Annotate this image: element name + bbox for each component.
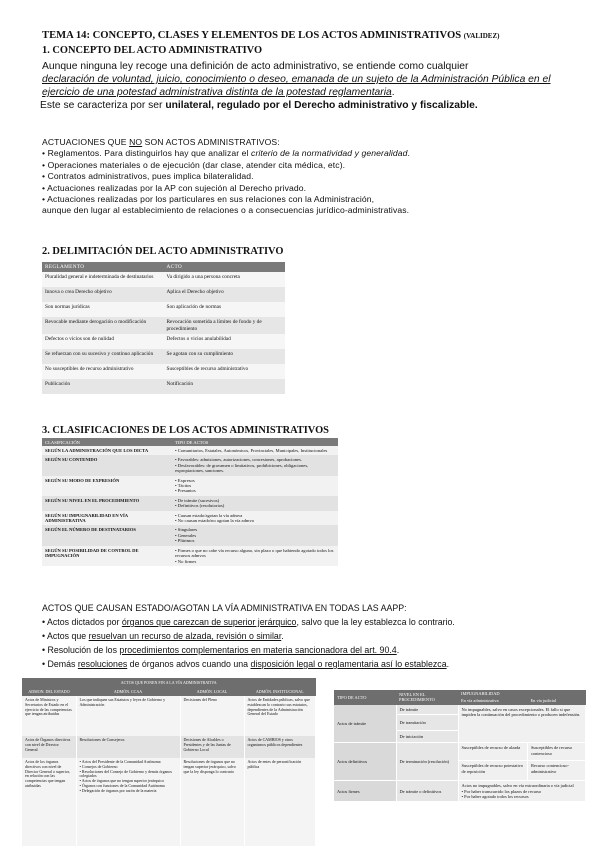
reglamento-cell: Pluralidad general e indeterminada de destinatarios <box>42 272 164 287</box>
table-row: Actos firmes De trámite o definitivos Actos no impugnables, salvo en vía extraordinaria o vía judicial • Por haber transcurrido los plazos de recurso • Por haber agotado todos los recursos <box>334 781 586 802</box>
table-row: Actos de trámite De trámite No impugnables, salvo en casos excepcionales. El fallo si que impiden la continuación del procedimiento o producen indefensión. <box>334 705 586 715</box>
act-types <box>172 525 338 545</box>
not-acts-list <box>42 137 562 217</box>
delimitation-table <box>42 262 285 394</box>
list-item: • Delegación de órganos por razón de la materia <box>80 789 177 794</box>
table-row <box>42 272 285 287</box>
list-item: • Comunitarios, Estatales, Autonómicos, Provinciales, Municipales, Institucionales <box>175 448 335 453</box>
reglamento-cell: Defectos o vicios son de nulidad <box>42 334 164 349</box>
concept-definition: declaración de voluntad, juicio, conocimiento o deseo, emanada de un sujeto de la Administración Pública en el ejercicio de una potestad administrativa distinta de la potestad reglamentaria <box>42 74 551 98</box>
impugnability-table <box>334 690 586 802</box>
act-types <box>172 496 338 511</box>
concept-paragraph: Aunque ninguna ley recoge una definición de acto administrativo, se entiende como cualquier declaración de voluntad, juicio, conocimiento o deseo, emanada de un sujeto de la Administración Pública en el ejercicio de una potestad administrativa distinta de la potestad reglamentaria. Este se caracteriza por ser unilateral, regulado por el Derecho administrativo y fiscalizable. <box>42 60 562 112</box>
table-row <box>42 511 338 526</box>
table-row <box>42 349 285 364</box>
table-row <box>42 287 285 302</box>
characteristics-prefix: Este se caracteriza por ser <box>40 100 166 111</box>
list-item: • Actos del Presidente de la Comunidad Autónoma <box>80 760 177 765</box>
classification-criterion: SEGÚN LA ADMINISTRACIÓN QUE LOS DICTA <box>42 446 172 455</box>
list-item: • Tácitos <box>175 483 335 488</box>
reglamento-cell: Son normas jurídicas <box>42 302 164 317</box>
acto-cell: Aplica el Derecho objetivo <box>164 287 286 302</box>
list-item: aunque den lugar al establecimiento de relaciones o a consecuencias jurídico-administrativas. <box>42 205 410 216</box>
characteristics-bold: unilateral, regulado por el Derecho administrativo y fiscalizable. <box>165 100 478 111</box>
list-item: • Órganos con funciones de la Comunidad Autónoma <box>80 784 177 789</box>
list-item: • De trámite (sucesivos) <box>175 498 335 503</box>
list-item: • No firmes <box>175 559 335 564</box>
table-row: Actos definitivos De terminación (resolución) Susceptibles de recurso de alzada Susceptibles de recurso contencioso <box>334 743 586 761</box>
table-row: Actos de Órganos directivos con nivel de Director General Resoluciones de Consejeros Decisiones de Alcaldes o Presidentes y de las Juntas de Gobierno Local Actos de CAMBIOS y otros organismos públicos dependientes <box>22 736 316 758</box>
acto-cell: Notificación <box>164 379 286 394</box>
list-item: • Desfavorables: de gravamen o limitativos, prohibiciones, obligaciones, expropiaciones, sanciones. <box>175 463 335 474</box>
table-header: NIVEL EN EL PROCEDIMIENTO <box>396 690 458 705</box>
table-row: Susceptibles de recurso potestativo de reposición Recurso contencioso-administrativo <box>334 761 586 781</box>
table-header: ADMÓN. INSTITUCIONAL <box>244 687 316 696</box>
table-row <box>42 446 338 455</box>
acto-cell: Se agotan con su cumplimiento <box>164 349 286 364</box>
table-header: ACTO <box>164 262 286 272</box>
list-item: • Actos que resuelvan un recurso de alzada, revisión o similar. <box>42 631 284 641</box>
list-item: • Actos de órganos que no tengan superior jerárquico <box>80 779 177 784</box>
list-item: • Presuntos <box>175 488 335 493</box>
classification-criterion: SEGÚN SU IMPUGNABILIDAD EN VÍA ADMINISTRATIVA <box>42 511 172 526</box>
table-row <box>42 496 338 511</box>
act-types <box>172 511 338 526</box>
table-row <box>42 379 285 394</box>
list-item: • Singulares <box>175 527 335 532</box>
acto-cell: Susceptibles de recurso administrativo <box>164 364 286 379</box>
act-types <box>172 455 338 475</box>
table-row <box>42 546 338 566</box>
table-header: IMPUGNABILIDAD <box>458 690 586 697</box>
classification-criterion: SEGÚN SU MODO DE EXPRESIÓN <box>42 476 172 496</box>
table-caption: ACTOS QUE PONEN FIN A LA VÍA ADMINISTRATIVA <box>22 678 316 687</box>
section2-heading: 2. DELIMITACIÓN DEL ACTO ADMINISTRATIVO <box>42 246 284 257</box>
act-types <box>172 446 338 455</box>
table-subheader: En vía administrativa <box>458 697 527 704</box>
list-item: • Contratos administrativos, pues implica bilateralidad. <box>42 171 254 182</box>
table-subheader: En vía judicial <box>527 697 585 704</box>
section3-heading: 3. CLASIFICACIONES DE LOS ACTOS ADMINISTRATIVOS <box>42 425 329 436</box>
list-item: • Por haber transcurrido los plazos de recurso <box>462 789 583 794</box>
agotan-list <box>42 601 572 671</box>
acto-cell: Va dirigido a una persona concreta <box>164 272 286 287</box>
classification-criterion: SEGÚN SU NIVEL EN EL PROCEDIMIENTO <box>42 496 172 511</box>
list-item: • Demás resoluciones de órganos advos cuando una disposición legal o reglamentaria así lo establezca. <box>42 659 450 669</box>
list-item: • Definitivos (resolutorios) <box>175 503 335 508</box>
list-item: • Generales <box>175 533 335 538</box>
list-item: • Por haber agotado todos los recursos <box>462 794 583 799</box>
list-item: • Firmes o que no cabe vía recurso alguno, sin plazo o que habiendo agotado todos los recursos admvos <box>175 548 335 559</box>
admin-end-table <box>22 678 316 846</box>
title-main: TEMA 14: CONCEPTO, CLASES Y ELEMENTOS DE LOS ACTOS ADMINISTRATIVOS <box>42 30 462 41</box>
list-item: • Favorables: admisiones, autorizaciones, concesiones, aprobaciones. <box>175 457 335 462</box>
concept-intro: Aunque ninguna ley recoge una definición de acto administrativo, se entiende como cualquier <box>42 61 469 72</box>
list-item: • Operaciones materiales o de ejecución (dar clase, atender cita médica, etc). <box>42 159 346 170</box>
table-row: Actos de Ministros y Secretarios de Estado en el ejercicio de las competencias que tengan atribuidas Los que indiquen sus Estatutos y leyes de Gobierno y Administración Decisiones del Pleno Actos de Entidades públicas, salvo que establezcan lo contrario sus estatutos, dependientes de la Administración General del Estado <box>22 696 316 736</box>
section1-heading: 1. CONCEPTO DEL ACTO ADMINISTRATIVO <box>42 45 263 56</box>
list-item: • Resolución de los procedimientos complementarios en materia sancionadora del art. 90.4. <box>42 645 400 655</box>
table-header: ADMON. DEL ESTADO <box>22 687 76 696</box>
table-header: ADMÓN. LOCAL <box>180 687 244 696</box>
reglamento-cell: Innova o crea Derecho objetivo <box>42 287 164 302</box>
table-row <box>42 525 338 545</box>
document-title <box>42 30 499 41</box>
classification-criterion: SEGÚN EL NÚMERO DE DESTINATARIOS <box>42 525 172 545</box>
table-row <box>42 364 285 379</box>
list-item: • Actuaciones realizadas por la AP con sujeción al Derecho privado. <box>42 182 307 193</box>
not-acts-header: ACTUACIONES QUE NO SON ACTOS ADMINISTRATIVOS: <box>42 137 280 147</box>
acto-cell: Defectos o vicios anulabilidad <box>164 334 286 349</box>
list-item: • Reglamentos. Para distinguirlos hay que analizar el criterio de la normatividad y generalidad. <box>42 148 411 159</box>
table-row <box>42 317 285 334</box>
classification-criterion: SEGÚN SU CONTENIDO <box>42 455 172 475</box>
table-header: ADMÓN. CCAA <box>76 687 180 696</box>
list-item: • Actuaciones realizadas por los particulares en sus relaciones con la Administración, <box>42 194 375 205</box>
table-row <box>42 334 285 349</box>
list-item: • Consejos de Gobierno <box>80 765 177 770</box>
reglamento-cell: Publicación <box>42 379 164 394</box>
act-types <box>172 476 338 496</box>
list-item: • No causan estado/no agotan la vía admva <box>175 518 335 523</box>
classification-criterion: SEGÚN SU POSIBILIDAD DE CONTROL DE IMPUGNACIÓN <box>42 546 172 566</box>
table-header: TIPO DE ACTOS <box>172 438 338 446</box>
acto-cell: Revocación sometida a límites de fondo y de procedimiento <box>164 317 286 334</box>
list-item: • Resoluciones del Consejo de Gobierno y demás órganos colegiados <box>80 770 177 780</box>
table-row <box>42 455 338 475</box>
list-item: • Expresos <box>175 478 335 483</box>
list-item: • Causan estado/agotan la vía admva <box>175 513 335 518</box>
reglamento-cell: No susceptibles de recurso administrativo <box>42 364 164 379</box>
table-header: TIPO DE ACTO <box>334 690 396 705</box>
reglamento-cell: Revocable mediante derogación o modificación <box>42 317 164 334</box>
list-item: • Actos dictados por órganos que carezcan de superior jerárquico, salvo que la ley establezca lo contrario. <box>42 617 455 627</box>
table-row <box>42 476 338 496</box>
table-row: De iniciación <box>334 731 586 743</box>
act-types <box>172 546 338 566</box>
classification-table <box>42 438 338 566</box>
list-item: • Plúrimos <box>175 538 335 543</box>
agotan-header: ACTOS QUE CAUSAN ESTADO/AGOTAN LA VÍA ADMINISTRATIVA EN TODAS LAS AAPP: <box>42 603 407 613</box>
table-header: CLASIFICACIÓN <box>42 438 172 446</box>
table-row: De tramitación <box>334 715 586 731</box>
table-row: Actos de los órganos directivos con nivel de Director General o superior, en relación con las competencias que tengan atribuidas • Actos del Presidente de la Comunidad Autónoma • Consejos de Gobierno • Resoluciones del Consejo de Gobierno y demás órganos colegiados • Actos de órganos que no tengan superior jerárquico • Órganos con funciones de la Comunidad Autónoma • Delegación de órganos por razón de la materia Resoluciones de órganos que no tengan superior jerárquico, salvo que la ley disponga lo contrario Actos de entes de personificación pública <box>22 758 316 846</box>
reglamento-cell: Se refuerzan con su sucesivo y continuo aplicación <box>42 349 164 364</box>
table-header: REGLAMENTO <box>42 262 164 272</box>
table-row <box>42 302 285 317</box>
title-suffix: (VALIDEZ) <box>463 32 500 40</box>
acto-cell: Son aplicación de normas <box>164 302 286 317</box>
